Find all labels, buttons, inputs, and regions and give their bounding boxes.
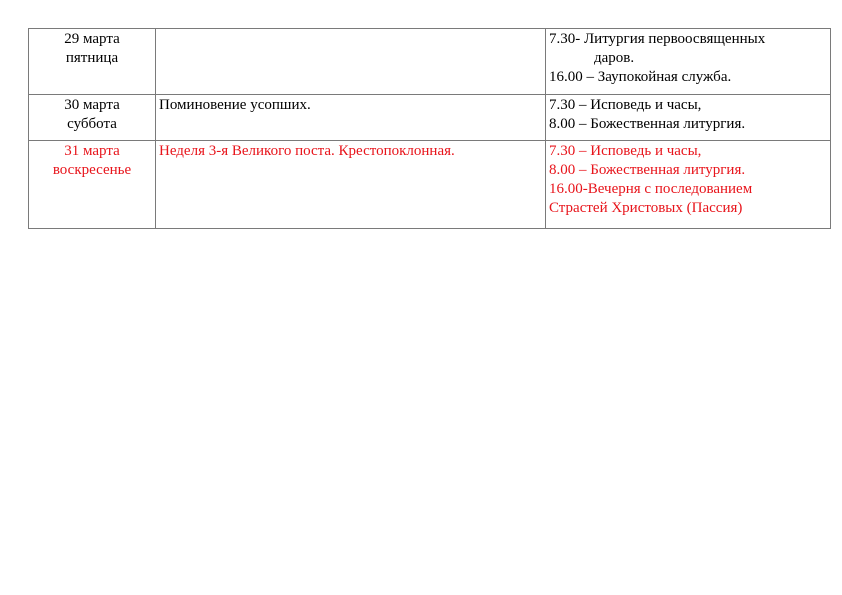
date-cell <box>29 29 156 95</box>
event-cell <box>156 95 546 141</box>
event-cell <box>156 141 546 229</box>
service-line: Страстей Христовых (Пассия) <box>549 200 743 216</box>
service-line: 7.30 – Исповедь и часы, <box>549 97 702 113</box>
table-row <box>29 95 831 141</box>
table-row-holiday <box>29 141 831 229</box>
service-line: 7.30- Литургия первоосвященных <box>549 31 766 47</box>
service-line: 8.00 – Божественная литургия. <box>549 162 746 178</box>
service-line: 8.00 – Божественная литургия. <box>549 116 746 132</box>
date-text: 30 марта <box>64 97 120 113</box>
service-line: 7.30 – Исповедь и часы, <box>549 143 702 159</box>
event-cell <box>156 29 546 95</box>
weekday-text: пятница <box>65 50 119 66</box>
date-cell <box>29 141 156 229</box>
services-cell <box>546 95 831 141</box>
table-row <box>29 29 831 95</box>
date-text: 31 марта <box>64 143 120 159</box>
weekday-text: суббота <box>67 116 117 132</box>
date-text: 29 марта <box>64 31 120 47</box>
event-text: Поминовение усопших. <box>159 97 311 113</box>
event-text: Неделя 3-я Великого поста. Крестопоклонная. <box>159 143 455 159</box>
services-cell <box>546 29 831 95</box>
service-line: 16.00-Вечерня с последованием <box>549 181 753 197</box>
date-cell <box>29 95 156 141</box>
service-line: 16.00 – Заупокойная служба. <box>549 69 732 85</box>
weekday-text: воскресенье <box>52 162 132 178</box>
service-line-continuation: даров. <box>594 50 635 66</box>
schedule-table <box>28 28 831 229</box>
services-cell <box>546 141 831 229</box>
